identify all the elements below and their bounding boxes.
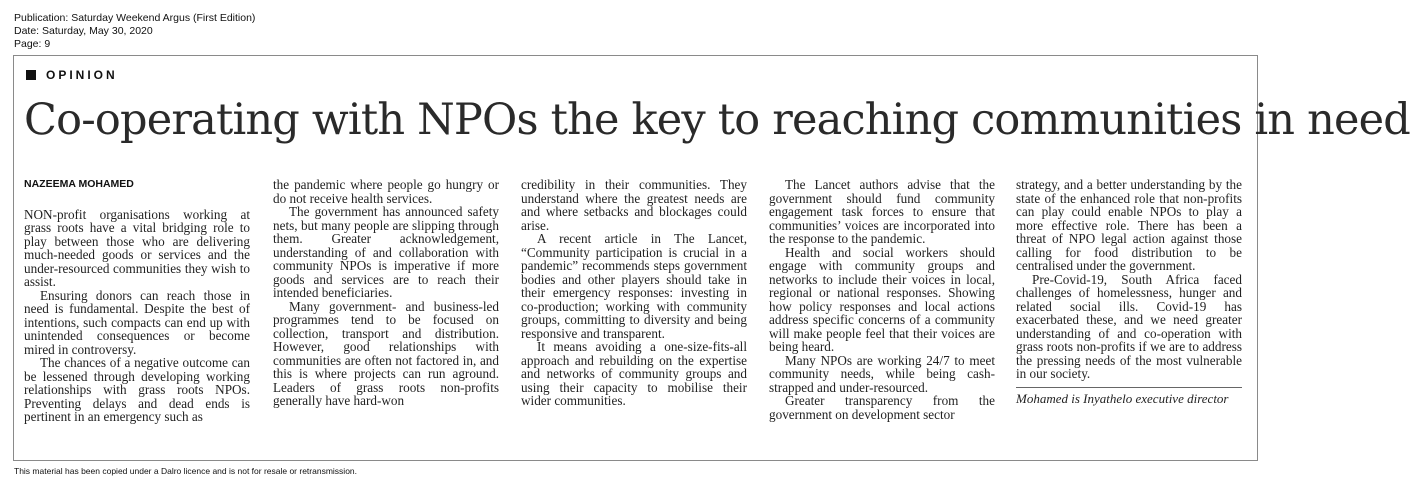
paragraph: Many government- and business-led programmes tend to be focused on collection, transport and distribution. However, good relationships with communities are often not factored in, and this is where projects can run aground. Leaders of grass roots non-profits generally have hard-won: [273, 298, 499, 408]
headline: Co-operating with NPOs the key to reaching communities in need: [24, 95, 1410, 145]
column-4: [769, 178, 995, 421]
column-2: [273, 178, 499, 408]
column-3: [521, 178, 747, 408]
publication-meta: [14, 12, 255, 51]
signature-rule: [1016, 387, 1242, 406]
paragraph: NON-profit organisations working at grass roots have a vital bridging role to play between those who are delivering much-needed goods or services and the under-resourced communities they wish to assist.: [24, 206, 250, 289]
paragraph: Greater transparency from the government on development sector: [769, 393, 995, 422]
page-number: Page: 9: [14, 38, 51, 50]
section-title: OPINION: [46, 68, 118, 82]
author-signature: Mohamed is Inyathelo executive director: [1016, 390, 1229, 406]
column-5: [1016, 178, 1242, 405]
publication-date: Date: Saturday, May 30, 2020: [14, 25, 153, 37]
paragraph: Health and social workers should engage with community groups and networks to include their voices in local, regional or national responses. Showing how policy responses and local actions address specific concerns of a community will make people feel that their voices are being heard.: [769, 244, 995, 354]
article-body: [24, 178, 1242, 448]
paragraph: A recent article in The Lancet, “Community participation is crucial in a pandemic” recommends steps government bodies and other players should take in their emergency responses: investing in co-production; working with community groups, committing to diversity and being responsive and transparent.: [521, 231, 747, 341]
paragraph: Many NPOs are working 24/7 to meet community needs, while being cash-strapped and under-resourced.: [769, 352, 995, 395]
byline: NAZEEMA MOHAMED: [24, 178, 134, 190]
paragraph: strategy, and a better understanding by the state of the enhanced role that non-profits can play could enable NPOs to play a more effective role. There has been a threat of NPO legal action against those calling for food distribution to be centralised under the government.: [1016, 177, 1242, 273]
paragraph: Pre-Covid-19, South Africa faced challenges of homelessness, hunger and related social ills. Covid-19 has exacerbated these, and we need greater understanding of and co-operation with grass roots non-profits if we are to address the pressing needs of the most vulnerable in our society.: [1016, 271, 1242, 381]
publication-name: Publication: Saturday Weekend Argus (First Edition): [14, 12, 256, 24]
section-label: [26, 68, 118, 82]
paragraph: It means avoiding a one-size-fits-all approach and rebuilding on the expertise and networks of community groups and using their capacity to mobilise their wider communities.: [521, 339, 747, 408]
paragraph: credibility in their communities. They understand where the greatest needs are and where setbacks and blockages could arise.: [521, 177, 747, 233]
paragraph: The government has announced safety nets, but many people are slipping through them. Greater acknowledgement, understanding of and collaboration with community NPOs is imperative if more goods and services are to reach their intended beneficiaries.: [273, 204, 499, 300]
copyright-notice: This material has been copied under a Dalro licence and is not for resale or retransmission.: [14, 466, 358, 476]
paragraph: The Lancet authors advise that the government should fund community engagement task forces to ensure that communities’ voices are incorporated into the response to the pandemic.: [769, 177, 995, 246]
column-1: [24, 178, 250, 424]
paragraph: The chances of a negative outcome can be lessened through developing working relationships with grass roots NPOs. Preventing delays and dead ends is pertinent in an emergency such as: [24, 355, 250, 424]
paragraph: the pandemic where people go hungry or do not receive health services.: [273, 177, 499, 206]
square-bullet-icon: [26, 70, 36, 80]
paragraph: Ensuring donors can reach those in need is fundamental. Despite the best of intentions, such compacts can end up with unintended consequences or become mired in controversy.: [24, 287, 250, 357]
